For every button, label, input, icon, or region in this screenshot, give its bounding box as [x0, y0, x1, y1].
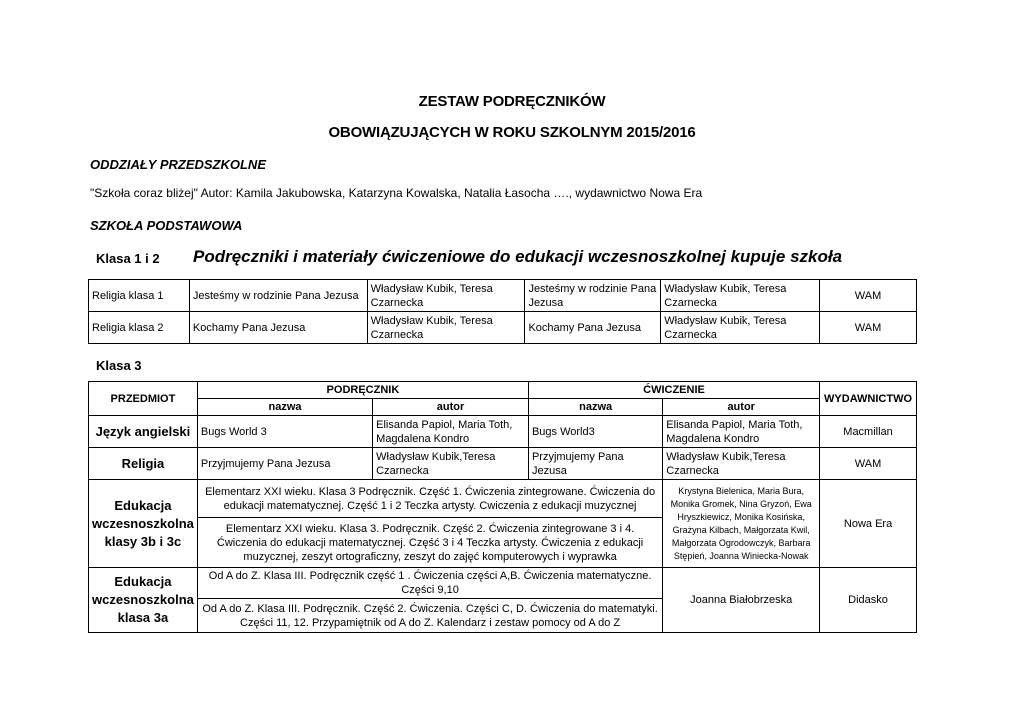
publisher-cell: Macmillan — [820, 416, 917, 448]
document-title-line1: ZESTAW PODRĘCZNIKÓW — [418, 93, 606, 110]
book-cell: Przyjmujemy Pana Jezusa — [197, 448, 372, 480]
publisher-cell: Didasko — [820, 568, 917, 633]
subject-cell: Religia klasa 1 — [89, 280, 190, 312]
exercise-author-cell: Władysław Kubik,Teresa Czarnecka — [663, 448, 820, 480]
publisher-cell: Nowa Era — [820, 480, 917, 568]
book-author-cell: Władysław Kubik, Teresa Czarnecka — [367, 312, 525, 344]
subject-cell: Religia klasa 2 — [89, 312, 190, 344]
subject-cell: Religia — [89, 448, 198, 480]
klasa-1-2-headline: Podręczniki i materiały ćwiczeniowe do edukacji wczesnoszkolnej kupuje szkoła — [193, 247, 843, 266]
preschool-heading: ODDZIAŁY PRZEDSZKOLNE — [90, 157, 266, 172]
table-row — [89, 480, 917, 518]
header-name: nazwa — [528, 399, 662, 416]
klasa-1-2-table — [88, 279, 917, 344]
exercise-cell: Jesteśmy w rodzinie Pana Jezusa — [525, 280, 661, 312]
primary-heading: SZKOŁA PODSTAWOWA — [90, 218, 243, 233]
document-title-line2: OBOWIĄZUJĄCYCH W ROKU SZKOLNYM 2015/2016 — [328, 124, 696, 141]
materials-part2-cell: Od A do Z. Klasa III. Podręcznik. Część 2. Ćwiczenia. Części C, D. Ćwiczenia do matematyki. Części 11, 12. Przypamiętnik od A do Z. Kalendarz i zestaw pomocy od A do Z — [197, 599, 662, 633]
subject-cell: Edukacja wczesnoszkolna klasy 3b i 3c — [89, 480, 198, 568]
klasa-3-label: Klasa 3 — [96, 358, 142, 373]
exercise-author-cell: Władysław Kubik, Teresa Czarnecka — [661, 312, 820, 344]
book-cell: Kochamy Pana Jezusa — [189, 312, 367, 344]
exercise-author-cell: Elisanda Papiol, Maria Toth, Magdalena Kondro — [663, 416, 820, 448]
table-row — [89, 280, 917, 312]
preschool-text: "Szkoła coraz bliżej" Autor: Kamila Jakubowska, Katarzyna Kowalska, Natalia Łasocha …., wydawnictwo Nowa Era — [90, 186, 703, 200]
header-subject: PRZEDMIOT — [89, 382, 198, 416]
exercise-cell: Kochamy Pana Jezusa — [525, 312, 661, 344]
table-row — [89, 416, 917, 448]
exercise-author-cell: Władysław Kubik, Teresa Czarnecka — [661, 280, 820, 312]
header-exercise: ĆWICZENIE — [528, 382, 819, 399]
authors-cell: Joanna Białobrzeska — [663, 568, 820, 633]
book-cell: Bugs World 3 — [197, 416, 372, 448]
book-author-cell: Władysław Kubik, Teresa Czarnecka — [367, 280, 525, 312]
materials-part1-cell: Elementarz XXI wieku. Klasa 3 Podręcznik. Część 1. Ćwiczenia zintegrowane. Ćwiczenia do edukacji matematycznej. Część 1 i 2 Teczka artysty. Cwiczenia z edukacji muzycznej — [197, 480, 662, 518]
table-row — [89, 448, 917, 480]
header-row — [89, 382, 917, 399]
exercise-cell: Bugs World3 — [528, 416, 662, 448]
book-author-cell: Elisanda Papiol, Maria Toth, Magdalena Kondro — [373, 416, 529, 448]
header-name: nazwa — [197, 399, 372, 416]
subheader-row — [89, 399, 917, 416]
header-author: autor — [373, 399, 529, 416]
subject-cell: Język angielski — [89, 416, 198, 448]
publisher-cell: WAM — [820, 448, 917, 480]
subject-cell: Edukacja wczesnoszkolna klasa 3a — [89, 568, 198, 633]
book-author-cell: Władysław Kubik,Teresa Czarnecka — [373, 448, 529, 480]
publisher-cell: WAM — [820, 312, 917, 344]
authors-cell: Krystyna Bielenica, Maria Bura, Monika Gromek, Nina Gryzoń, Ewa Hryszkiewicz, Monika Kosińska, Grażyna Kilbach, Małgorzata Kwil, Małgorzata Ogrodowczyk, Barbara Stępień, Joanna Winiecka-Nowak — [663, 480, 820, 568]
header-author: autor — [663, 399, 820, 416]
materials-part2-cell: Elementarz XXI wieku. Klasa 3. Podręcznik. Część 2. Ćwiczenia zintegrowane 3 i 4. Ćwiczenia do edukacji matematycznej. Część 3 i 4 Teczka artysty. Ćwiczenia z edukacji muzycznej, zeszyt ortograficzny, zeszyt do zajęć komputerowych i wyprawka — [197, 518, 662, 568]
exercise-cell: Przyjmujemy Pana Jezusa — [528, 448, 662, 480]
table-row — [89, 312, 917, 344]
materials-part1-cell: Od A do Z. Klasa III. Podręcznik część 1 . Ćwiczenia części A,B. Ćwiczenia matematyczne. Części 9,10 — [197, 568, 662, 599]
header-textbook: PODRĘCZNIK — [197, 382, 528, 399]
klasa-3-table — [88, 381, 917, 633]
publisher-cell: WAM — [820, 280, 917, 312]
header-publisher: WYDAWNICTWO — [820, 382, 917, 416]
book-cell: Jesteśmy w rodzinie Pana Jezusa — [189, 280, 367, 312]
table-row — [89, 568, 917, 599]
klasa-1-2-label: Klasa 1 i 2 — [96, 251, 160, 266]
